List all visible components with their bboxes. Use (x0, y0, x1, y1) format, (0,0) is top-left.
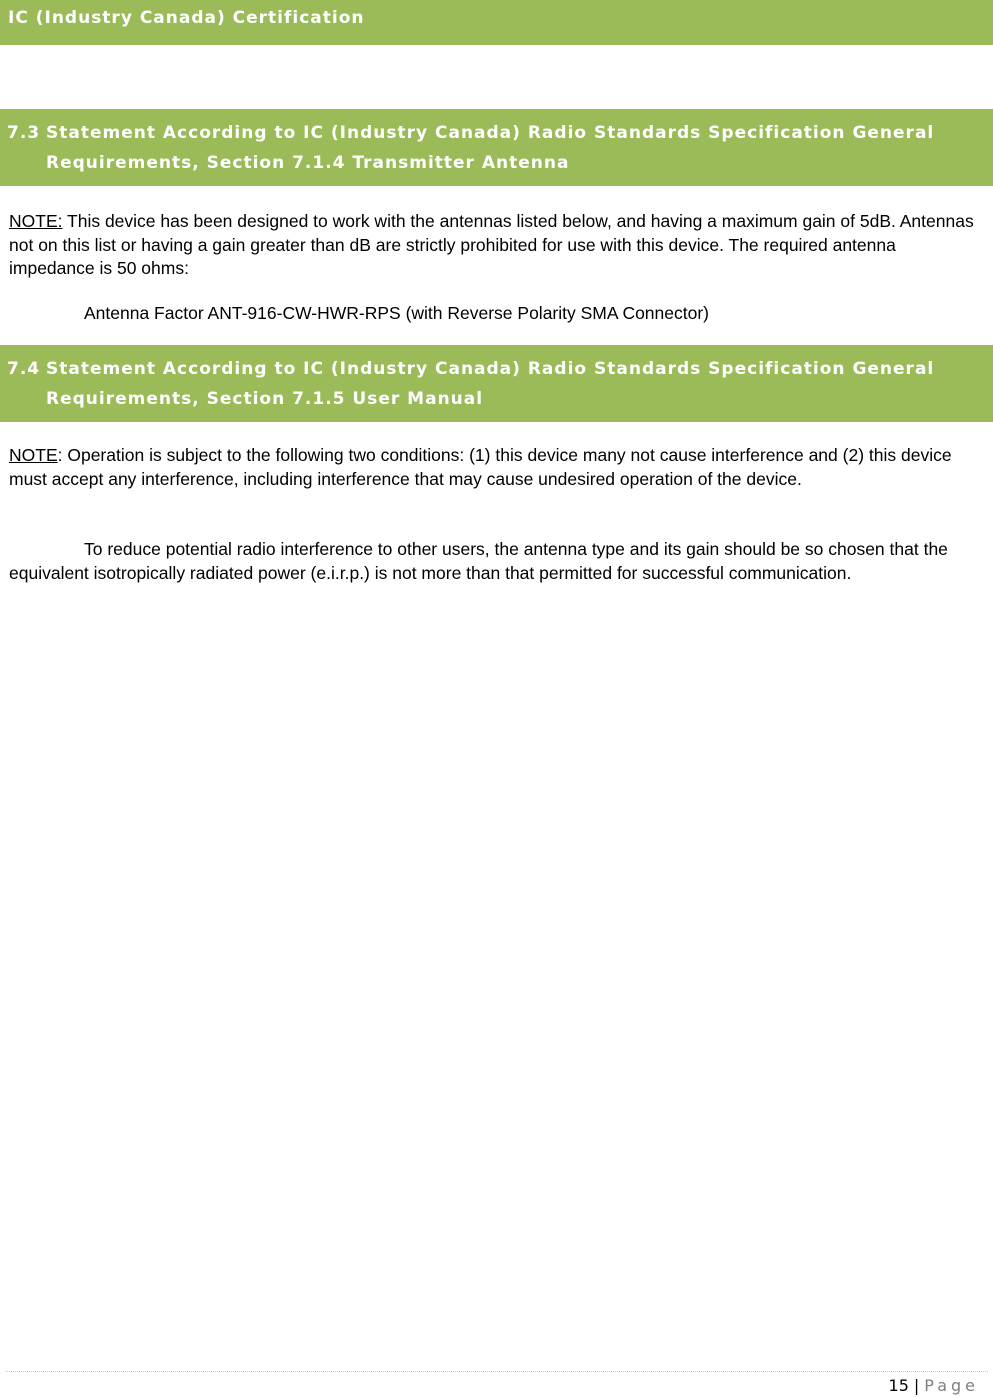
page-number-footer (889, 1376, 979, 1395)
antenna-model: Antenna Factor ANT-916-CW-HWR-RPS (with Reverse Polarity SMA Connector) (84, 303, 710, 323)
note-label: NOTE: (9, 211, 63, 231)
interference-text: To reduce potential radio interference to other users, the antenna type and its gain should be so chosen that the equivalent isotropically radiated power (e.i.r.p.) is not more than that permitted for successful communication. (9, 539, 948, 583)
operation-note-paragraph (9, 444, 979, 491)
page-word: Page (924, 1376, 979, 1395)
section-number: 7.3 (7, 123, 41, 143)
page-header-bar (0, 0, 993, 45)
note-text: This device has been designed to work with the antennas listed below, and having a maximum gain of 5dB. Antennas not on this list or having a gain greater than dB are strictly prohibited for use with this device. The required antenna impedance is 50 ohms: (9, 211, 974, 278)
antenna-note-paragraph (9, 210, 979, 281)
section-heading-7-4 (0, 345, 993, 422)
note-label: NOTE (9, 445, 58, 465)
footer-separator: | (913, 1376, 920, 1395)
section-heading-7-3 (0, 109, 993, 186)
note-text: : Operation is subject to the following two conditions: (1) this device many not cause interference and (2) this device must accept any interference, including interference that may cause undesired operation of the device. (9, 445, 952, 489)
antenna-model-line (9, 302, 979, 326)
page-number: 15 (888, 1376, 909, 1395)
section-title: Statement According to IC (Industry Canada) Radio Standards Specification General Requirements, Section 7.1.4 Transmitter Antenna (46, 123, 935, 173)
footer-divider (5, 1371, 988, 1372)
interference-paragraph (9, 538, 979, 585)
section-number: 7.4 (7, 359, 41, 379)
page-header-title: IC (Industry Canada) Certification (8, 8, 365, 28)
section-title: Statement According to IC (Industry Canada) Radio Standards Specification General Requirements, Section 7.1.5 User Manual (46, 359, 935, 409)
